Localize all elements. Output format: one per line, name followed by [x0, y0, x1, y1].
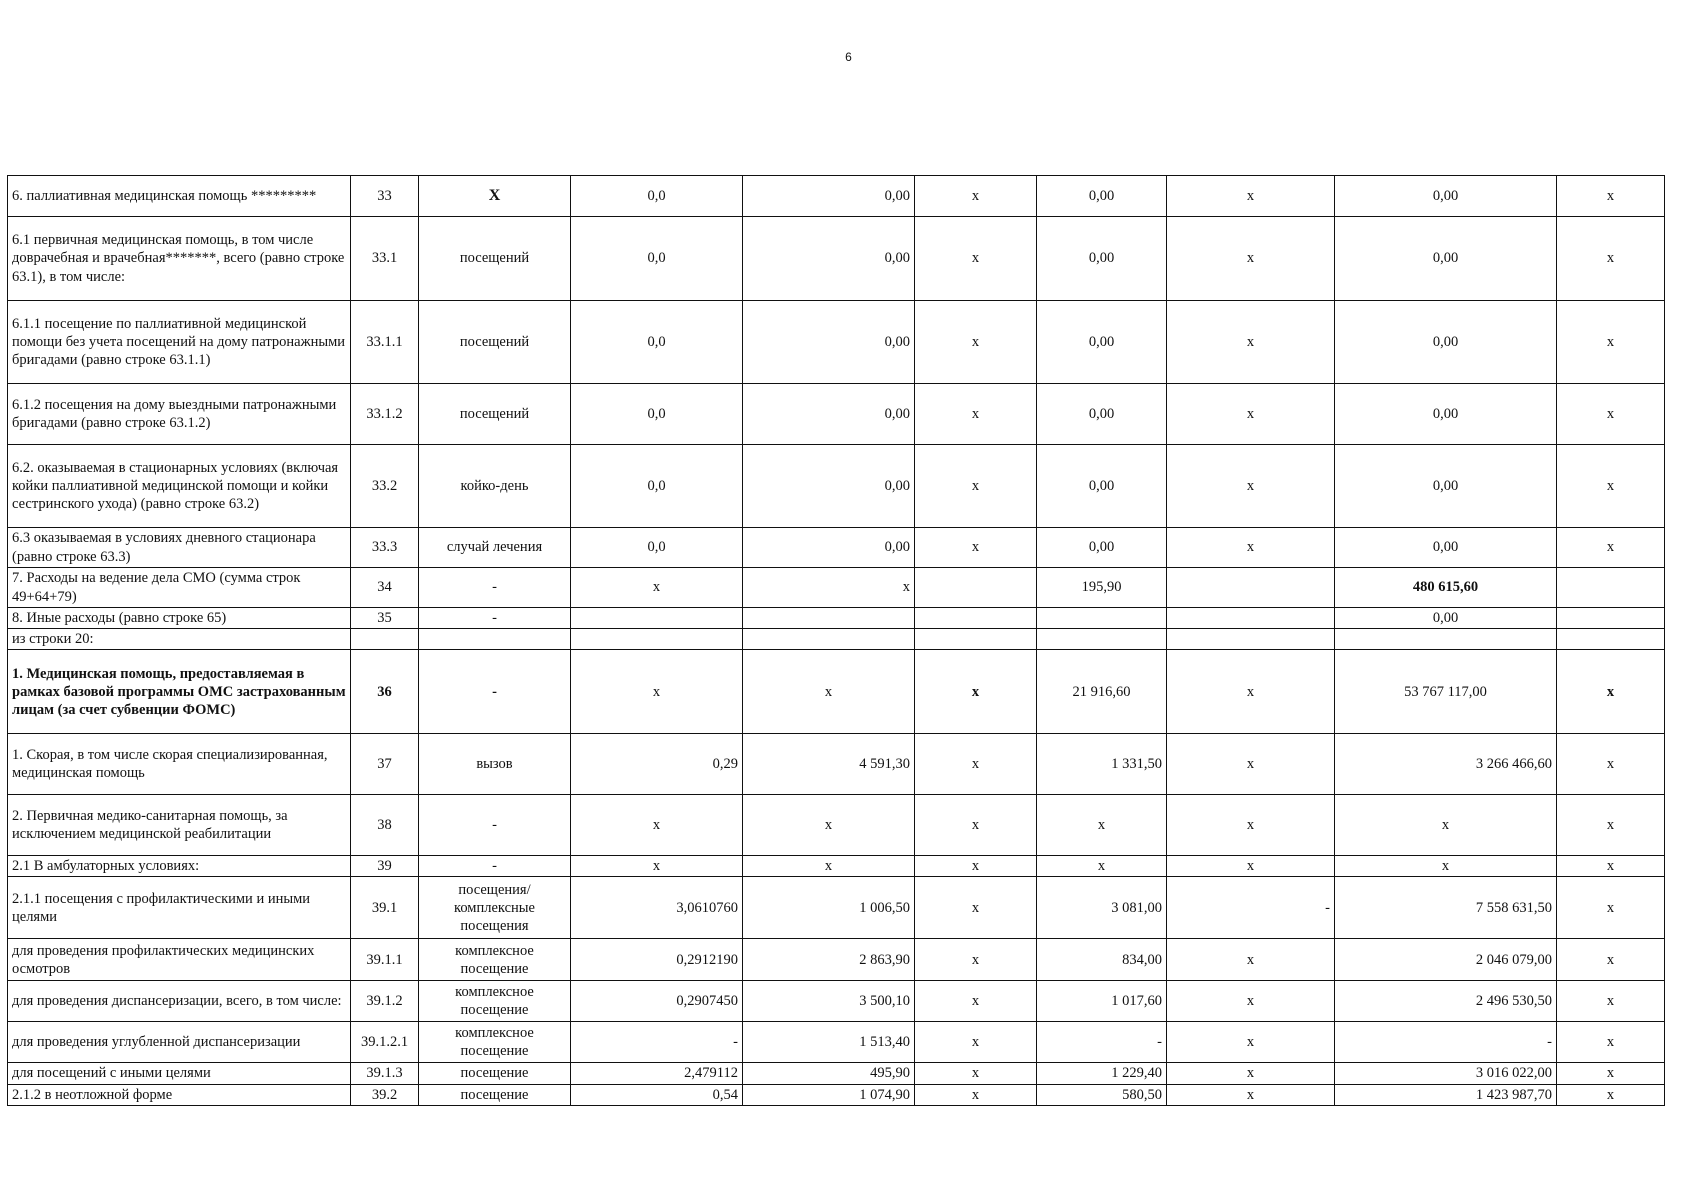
row-name: 6.2. оказываемая в стационарных условиях (включая койки паллиативной медицинской помощи и койки сестринского ухода) (равно строке 63.2)	[8, 445, 351, 528]
cell-c3: x	[915, 981, 1037, 1022]
row-unit: случай лечения	[419, 528, 571, 568]
cell-c7: x	[1557, 384, 1665, 445]
cell-c4	[1037, 629, 1167, 650]
cell-c5: x	[1167, 981, 1335, 1022]
table-row	[8, 1063, 1665, 1084]
row-name: 8. Иные расходы (равно строке 65)	[8, 608, 351, 629]
cell-c7: x	[1557, 1063, 1665, 1084]
cell-c5: x	[1167, 1022, 1335, 1063]
row-name: 2.1.1 посещения с профилактическими и иными целями	[8, 877, 351, 939]
cell-c7: x	[1557, 176, 1665, 217]
row-number: 39	[351, 856, 419, 877]
cell-c2: 1 006,50	[743, 877, 915, 939]
row-unit: -	[419, 568, 571, 608]
cell-c1: 3,0610760	[571, 877, 743, 939]
row-number: 39.1.1	[351, 939, 419, 981]
row-unit: посещений	[419, 217, 571, 301]
cell-c3: x	[915, 795, 1037, 856]
row-number	[351, 629, 419, 650]
row-unit	[419, 629, 571, 650]
cell-c7: x	[1557, 877, 1665, 939]
row-name: для посещений с иными целями	[8, 1063, 351, 1084]
row-unit: посещений	[419, 301, 571, 384]
table-row	[8, 1022, 1665, 1063]
cell-c5: x	[1167, 176, 1335, 217]
page-number: 6	[845, 50, 852, 64]
row-name: 1. Медицинская помощь, предоставляемая в рамках базовой программы ОМС застрахованным лицам (за счет субвенции ФОМС)	[8, 650, 351, 734]
cell-c1: 0,0	[571, 217, 743, 301]
row-unit: посещение	[419, 1063, 571, 1084]
cell-c2: 4 591,30	[743, 734, 915, 795]
table-row	[8, 1084, 1665, 1105]
row-name: для проведения диспансеризации, всего, в том числе:	[8, 981, 351, 1022]
cell-c3: x	[915, 1022, 1037, 1063]
cell-c2	[743, 629, 915, 650]
row-name: 7. Расходы на ведение дела СМО (сумма строк 49+64+79)	[8, 568, 351, 608]
cell-c6: 2 496 530,50	[1335, 981, 1557, 1022]
row-number: 39.1.2.1	[351, 1022, 419, 1063]
cell-c7: x	[1557, 856, 1665, 877]
cell-c1	[571, 608, 743, 629]
cell-c5	[1167, 608, 1335, 629]
cell-c1: x	[571, 856, 743, 877]
cell-c4: 834,00	[1037, 939, 1167, 981]
cell-c7: x	[1557, 528, 1665, 568]
row-name: 6.1 первичная медицинская помощь, в том числе доврачебная и врачебная*******, всего (равно строке 63.1), в том числе:	[8, 217, 351, 301]
cell-c6: x	[1335, 795, 1557, 856]
cell-c3: x	[915, 1063, 1037, 1084]
row-name: для проведения углубленной диспансеризации	[8, 1022, 351, 1063]
cell-c2: 0,00	[743, 528, 915, 568]
cell-c1: x	[571, 650, 743, 734]
cell-c4: 0,00	[1037, 176, 1167, 217]
cell-c7: x	[1557, 981, 1665, 1022]
cell-c1: 0,0	[571, 176, 743, 217]
cell-c1: 0,54	[571, 1084, 743, 1105]
cell-c2: 1 513,40	[743, 1022, 915, 1063]
cell-c5: x	[1167, 445, 1335, 528]
cell-c4: 1 331,50	[1037, 734, 1167, 795]
cell-c5: x	[1167, 1063, 1335, 1084]
cell-c3: x	[915, 217, 1037, 301]
cell-c2: 0,00	[743, 217, 915, 301]
row-unit: X	[419, 176, 571, 217]
row-unit: -	[419, 795, 571, 856]
cell-c4: x	[1037, 856, 1167, 877]
cell-c3	[915, 568, 1037, 608]
cell-c3: x	[915, 856, 1037, 877]
cell-c6: 0,00	[1335, 445, 1557, 528]
cell-c2: 495,90	[743, 1063, 915, 1084]
cell-c2: 0,00	[743, 176, 915, 217]
row-number: 39.2	[351, 1084, 419, 1105]
row-name: для проведения профилактических медицинских осмотров	[8, 939, 351, 981]
cell-c3: x	[915, 650, 1037, 734]
cell-c4: 1 017,60	[1037, 981, 1167, 1022]
cell-c5	[1167, 629, 1335, 650]
cell-c2: x	[743, 856, 915, 877]
cell-c3: x	[915, 528, 1037, 568]
cell-c6: 0,00	[1335, 608, 1557, 629]
cell-c5: x	[1167, 856, 1335, 877]
cell-c5	[1167, 568, 1335, 608]
row-unit: комплексное посещение	[419, 1022, 571, 1063]
cell-c6: 1 423 987,70	[1335, 1084, 1557, 1105]
row-name: 6.1.1 посещение по паллиативной медицинской помощи без учета посещений на дому патронажными бригадами (равно строке 63.1.1)	[8, 301, 351, 384]
row-name: из строки 20:	[8, 629, 351, 650]
row-name: 2.1.2 в неотложной форме	[8, 1084, 351, 1105]
cell-c1: 2,479112	[571, 1063, 743, 1084]
cell-c3: x	[915, 301, 1037, 384]
row-number: 37	[351, 734, 419, 795]
table-row	[8, 384, 1665, 445]
table-row	[8, 939, 1665, 981]
table-row	[8, 877, 1665, 939]
cell-c1: 0,0	[571, 445, 743, 528]
row-number: 34	[351, 568, 419, 608]
cell-c6: -	[1335, 1022, 1557, 1063]
cell-c4: x	[1037, 795, 1167, 856]
table-row	[8, 608, 1665, 629]
table-row	[8, 981, 1665, 1022]
cell-c7: x	[1557, 1022, 1665, 1063]
table-row	[8, 176, 1665, 217]
cell-c7: x	[1557, 795, 1665, 856]
cell-c2	[743, 608, 915, 629]
row-number: 33	[351, 176, 419, 217]
cell-c4: 3 081,00	[1037, 877, 1167, 939]
row-unit: -	[419, 608, 571, 629]
cell-c1: 0,0	[571, 384, 743, 445]
row-number: 36	[351, 650, 419, 734]
cell-c7: x	[1557, 301, 1665, 384]
row-name: 2.1 В амбулаторных условиях:	[8, 856, 351, 877]
cell-c4: 21 916,60	[1037, 650, 1167, 734]
cell-c4: 0,00	[1037, 301, 1167, 384]
cell-c5: -	[1167, 877, 1335, 939]
row-number: 33.1.1	[351, 301, 419, 384]
cell-c3: x	[915, 734, 1037, 795]
table-row	[8, 795, 1665, 856]
table-row	[8, 629, 1665, 650]
row-unit: посещений	[419, 384, 571, 445]
cell-c2: 0,00	[743, 301, 915, 384]
row-name: 6.1.2 посещения на дому выездными патронажными бригадами (равно строке 63.1.2)	[8, 384, 351, 445]
cell-c1: 0,2907450	[571, 981, 743, 1022]
row-number: 35	[351, 608, 419, 629]
data-table	[7, 175, 1665, 1106]
row-unit: койко-день	[419, 445, 571, 528]
row-number: 39.1.3	[351, 1063, 419, 1084]
cell-c7: x	[1557, 1084, 1665, 1105]
row-unit: вызов	[419, 734, 571, 795]
cell-c7: x	[1557, 939, 1665, 981]
cell-c7: x	[1557, 445, 1665, 528]
cell-c5: x	[1167, 939, 1335, 981]
cell-c6: 0,00	[1335, 301, 1557, 384]
row-number: 39.1	[351, 877, 419, 939]
cell-c3: x	[915, 877, 1037, 939]
cell-c5: x	[1167, 1084, 1335, 1105]
cell-c5: x	[1167, 528, 1335, 568]
cell-c1: 0,29	[571, 734, 743, 795]
cell-c2: x	[743, 568, 915, 608]
table-row	[8, 528, 1665, 568]
cell-c6: 3 266 466,60	[1335, 734, 1557, 795]
cell-c6: 480 615,60	[1335, 568, 1557, 608]
row-unit: посещения/комплексные посещения	[419, 877, 571, 939]
cell-c6: 0,00	[1335, 217, 1557, 301]
cell-c7: x	[1557, 734, 1665, 795]
cell-c4	[1037, 608, 1167, 629]
table-row	[8, 734, 1665, 795]
cell-c7: x	[1557, 217, 1665, 301]
row-name: 1. Скорая, в том числе скорая специализированная, медицинская помощь	[8, 734, 351, 795]
row-unit: посещение	[419, 1084, 571, 1105]
cell-c6: x	[1335, 856, 1557, 877]
cell-c6	[1335, 629, 1557, 650]
cell-c3: x	[915, 176, 1037, 217]
cell-c3: x	[915, 445, 1037, 528]
cell-c6: 2 046 079,00	[1335, 939, 1557, 981]
cell-c6: 3 016 022,00	[1335, 1063, 1557, 1084]
cell-c4: 0,00	[1037, 384, 1167, 445]
cell-c6: 53 767 117,00	[1335, 650, 1557, 734]
cell-c1: x	[571, 795, 743, 856]
cell-c5: x	[1167, 384, 1335, 445]
cell-c7	[1557, 629, 1665, 650]
cell-c5: x	[1167, 217, 1335, 301]
cell-c4: 0,00	[1037, 217, 1167, 301]
cell-c4: 0,00	[1037, 445, 1167, 528]
row-name: 6.3 оказываемая в условиях дневного стационара (равно строке 63.3)	[8, 528, 351, 568]
cell-c2: 0,00	[743, 384, 915, 445]
row-unit: -	[419, 856, 571, 877]
cell-c3: x	[915, 939, 1037, 981]
table-row	[8, 568, 1665, 608]
cell-c6: 0,00	[1335, 528, 1557, 568]
row-number: 33.1.2	[351, 384, 419, 445]
cell-c4: 1 229,40	[1037, 1063, 1167, 1084]
table-row	[8, 856, 1665, 877]
cell-c1: 0,0	[571, 301, 743, 384]
cell-c2: 1 074,90	[743, 1084, 915, 1105]
row-number: 33.1	[351, 217, 419, 301]
cell-c1: -	[571, 1022, 743, 1063]
cell-c5: x	[1167, 301, 1335, 384]
cell-c7: x	[1557, 650, 1665, 734]
row-number: 33.3	[351, 528, 419, 568]
cell-c3	[915, 608, 1037, 629]
cell-c7	[1557, 608, 1665, 629]
row-unit: комплексное посещение	[419, 981, 571, 1022]
table-row	[8, 445, 1665, 528]
row-number: 33.2	[351, 445, 419, 528]
cell-c5: x	[1167, 734, 1335, 795]
cell-c4: 580,50	[1037, 1084, 1167, 1105]
row-name: 6. паллиативная медицинская помощь *********	[8, 176, 351, 217]
cell-c2: x	[743, 795, 915, 856]
table-row	[8, 217, 1665, 301]
row-name: 2. Первичная медико-санитарная помощь, за исключением медицинской реабилитации	[8, 795, 351, 856]
cell-c3	[915, 629, 1037, 650]
row-unit: -	[419, 650, 571, 734]
table-row	[8, 650, 1665, 734]
cell-c6: 0,00	[1335, 176, 1557, 217]
cell-c1	[571, 629, 743, 650]
cell-c4: 195,90	[1037, 568, 1167, 608]
cell-c7	[1557, 568, 1665, 608]
cell-c5: x	[1167, 650, 1335, 734]
cell-c2: 2 863,90	[743, 939, 915, 981]
cell-c5: x	[1167, 795, 1335, 856]
cell-c1: 0,0	[571, 528, 743, 568]
cell-c3: x	[915, 1084, 1037, 1105]
cell-c1: x	[571, 568, 743, 608]
cell-c1: 0,2912190	[571, 939, 743, 981]
cell-c6: 0,00	[1335, 384, 1557, 445]
row-number: 38	[351, 795, 419, 856]
row-unit: комплексное посещение	[419, 939, 571, 981]
cell-c3: x	[915, 384, 1037, 445]
cell-c6: 7 558 631,50	[1335, 877, 1557, 939]
cell-c4: 0,00	[1037, 528, 1167, 568]
cell-c2: 3 500,10	[743, 981, 915, 1022]
cell-c2: x	[743, 650, 915, 734]
cell-c4: -	[1037, 1022, 1167, 1063]
table-row	[8, 301, 1665, 384]
cell-c2: 0,00	[743, 445, 915, 528]
row-number: 39.1.2	[351, 981, 419, 1022]
